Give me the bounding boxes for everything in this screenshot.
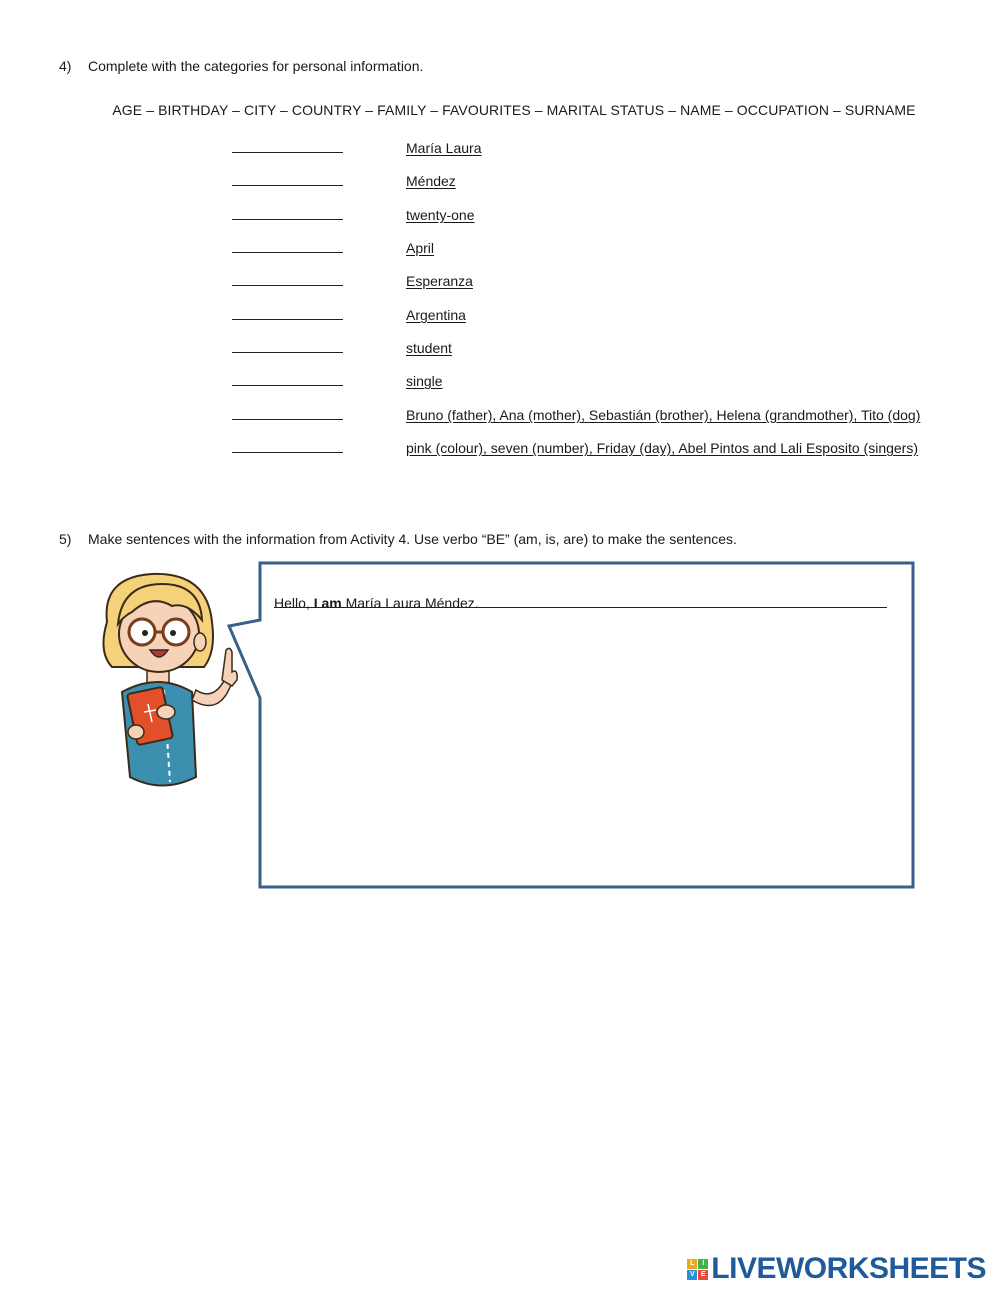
- example-sentence: [274, 595, 479, 611]
- answer-blank[interactable]: [232, 252, 343, 253]
- word-bank: AGE – BIRTHDAY – CITY – COUNTRY – FAMILY – FAVOURITES – MARITAL STATUS – NAME – OCCUPATION – SURNAME: [112, 102, 916, 118]
- info-value: Méndez: [406, 173, 456, 189]
- activity-4-number: 4): [59, 58, 72, 74]
- info-value: April: [406, 240, 435, 256]
- example-bold: I am: [313, 595, 342, 611]
- info-value: María Laura: [406, 140, 482, 156]
- answer-blank[interactable]: [232, 185, 343, 186]
- info-value: twenty-one: [406, 207, 475, 223]
- info-value: Argentina: [406, 307, 466, 323]
- activity-5-number: 5): [59, 531, 72, 547]
- logo-block-v: V: [687, 1270, 697, 1280]
- info-value: Esperanza: [406, 273, 473, 289]
- logo-block-e: E: [698, 1270, 708, 1280]
- answer-blank[interactable]: [232, 319, 343, 320]
- logo-block-i: I: [698, 1259, 708, 1269]
- girl-illustration: [92, 572, 242, 790]
- activity-4-instruction: Complete with the categories for personal information.: [88, 58, 424, 74]
- logo-text: LIVEWORKSHEETS: [711, 1252, 986, 1285]
- answer-line[interactable]: [274, 607, 887, 608]
- activity-5-instruction: Make sentences with the information from Activity 4. Use verbo “BE” (am, is, are) to make the sentences.: [88, 531, 737, 547]
- info-value: single: [406, 373, 443, 389]
- info-value: pink (colour), seven (number), Friday (day), Abel Pintos and Lali Esposito (singers): [406, 440, 918, 456]
- answer-blank[interactable]: [232, 285, 343, 286]
- answer-blank[interactable]: [232, 152, 343, 153]
- liveworksheets-logo: [687, 1252, 986, 1286]
- logo-block-l: L: [687, 1259, 697, 1269]
- answer-blank[interactable]: [232, 385, 343, 386]
- answer-blank[interactable]: [232, 219, 343, 220]
- info-value: student: [406, 340, 452, 356]
- example-start: Hello,: [274, 595, 314, 611]
- logo-blocks: [687, 1259, 708, 1280]
- answer-blank[interactable]: [232, 452, 343, 453]
- example-end: María Laura Méndez.: [341, 595, 479, 611]
- info-value: Bruno (father), Ana (mother), Sebastián (brother), Helena (grandmother), Tito (dog): [406, 407, 921, 423]
- answer-blank[interactable]: [232, 419, 343, 420]
- answer-blank[interactable]: [232, 352, 343, 353]
